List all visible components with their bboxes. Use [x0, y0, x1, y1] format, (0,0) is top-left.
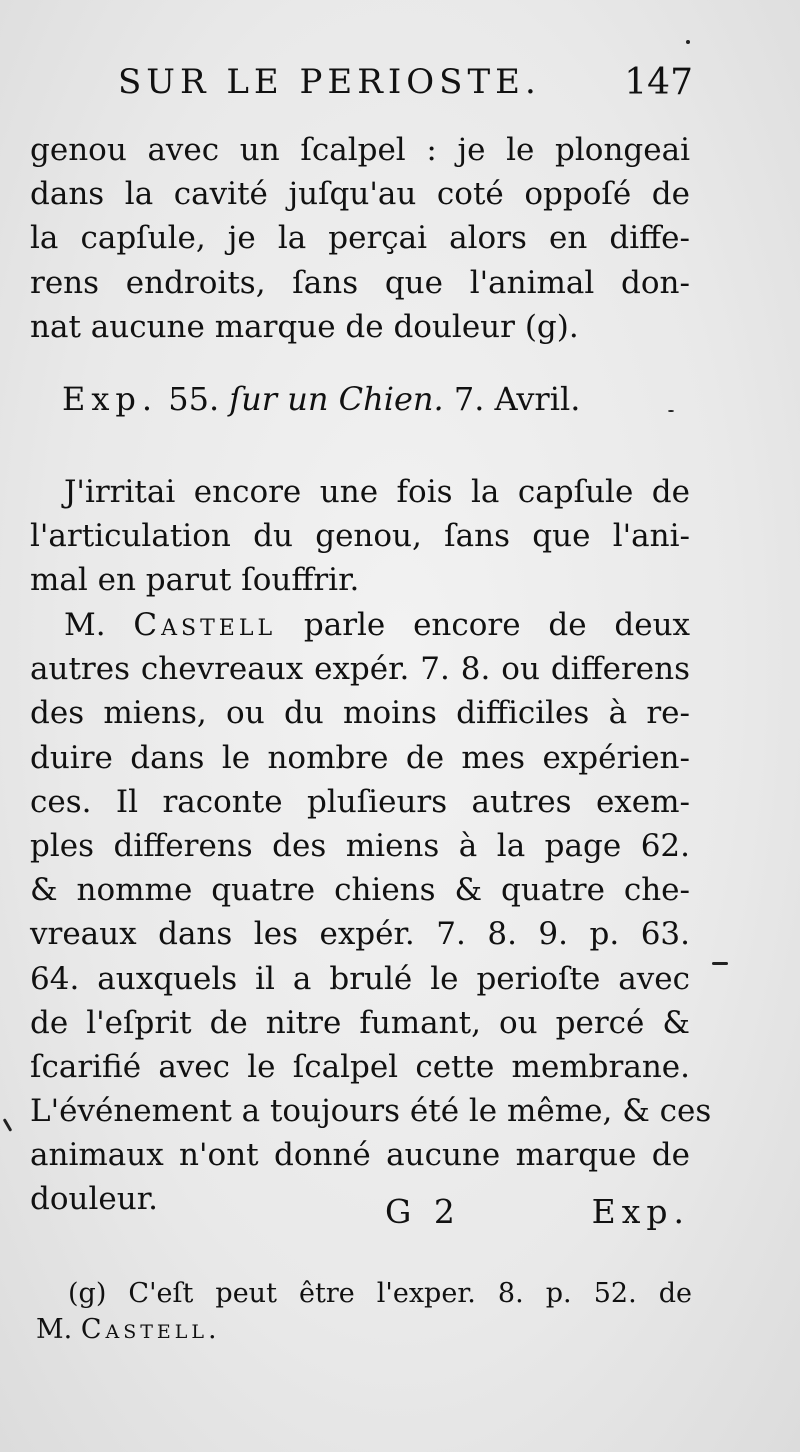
ink-speck	[712, 962, 728, 965]
text-line: mal en parut ſouffrir.	[30, 562, 360, 599]
experiment-label: Exp.	[62, 380, 159, 418]
paragraph-continuation	[30, 128, 690, 349]
text-line: genou avec un ſcalpel : je le plongeai	[30, 132, 690, 168]
text-line	[30, 603, 690, 647]
text-line: nat aucune marque de douleur (g).	[30, 308, 579, 345]
experiment-subject: ſur un Chien.	[229, 380, 444, 418]
text-line: douleur.	[30, 1181, 158, 1218]
experiment-date: 7. Avril.	[453, 380, 581, 418]
text-line: la capſule, je la perçai alors en diffe-	[30, 220, 690, 257]
footnote-line: (g) C'eſt peut être l'exper. 8. p. 52. de	[68, 1278, 692, 1309]
text-line: ces. Il raconte pluſieurs autres exem-	[30, 783, 690, 820]
text-line: duire dans le nombre de mes expérien-	[30, 739, 690, 776]
text-line: dans la cavité juſqu'au coté oppoſé de	[30, 176, 690, 213]
page-number: 147	[624, 62, 693, 103]
honorific: M.	[36, 1314, 73, 1345]
author-name: Castell	[133, 607, 277, 643]
text-line: rens endroits, ſans que l'animal don-	[30, 264, 690, 301]
footnote	[36, 1276, 692, 1348]
page-header	[118, 62, 693, 106]
author-name: Castell.	[80, 1314, 221, 1345]
ink-speck	[686, 40, 690, 44]
catchword: Exp.	[591, 1192, 690, 1231]
text-line: de l'eſprit de nitre fumant, ou percé &	[30, 1004, 690, 1041]
paragraph-castell	[30, 603, 712, 1222]
running-title: SUR LE PERIOSTE.	[118, 62, 541, 102]
signature-mark: G 2	[385, 1192, 461, 1231]
text-line: 64. auxquels il a brulé le perioſte avec	[30, 960, 690, 997]
text-line: L'événement a toujours été le même, & ces	[30, 1093, 712, 1130]
footnote-line	[36, 1312, 692, 1348]
text-line: ſcarifié avec le ſcalpel cette membrane.	[30, 1048, 690, 1085]
experiment-heading	[62, 380, 580, 418]
honorific: M.	[64, 607, 106, 643]
ink-speck	[668, 410, 674, 412]
text-line: autres chevreaux expér. 7. 8. ou differens	[30, 651, 690, 688]
text-line: l'articulation du genou, ſans que l'ani-	[30, 518, 690, 555]
text-line: & nomme quatre chiens & quatre che-	[30, 872, 690, 909]
text-line: vreaux dans les expér. 7. 8. 9. p. 63.	[30, 916, 690, 953]
ink-speck	[3, 1118, 13, 1132]
text-fragment: parle encore de deux	[303, 607, 691, 643]
text-line: des miens, ou du moins difficiles à re-	[30, 695, 690, 732]
text-line: ples differens des miens à la page 62.	[30, 827, 690, 864]
text-line: animaux n'ont donné aucune marque de	[30, 1137, 690, 1174]
experiment-number: 55.	[168, 380, 220, 418]
text-line: J'irritai encore une fois la capſule de	[64, 474, 690, 510]
paragraph-experiment-55	[30, 470, 690, 603]
